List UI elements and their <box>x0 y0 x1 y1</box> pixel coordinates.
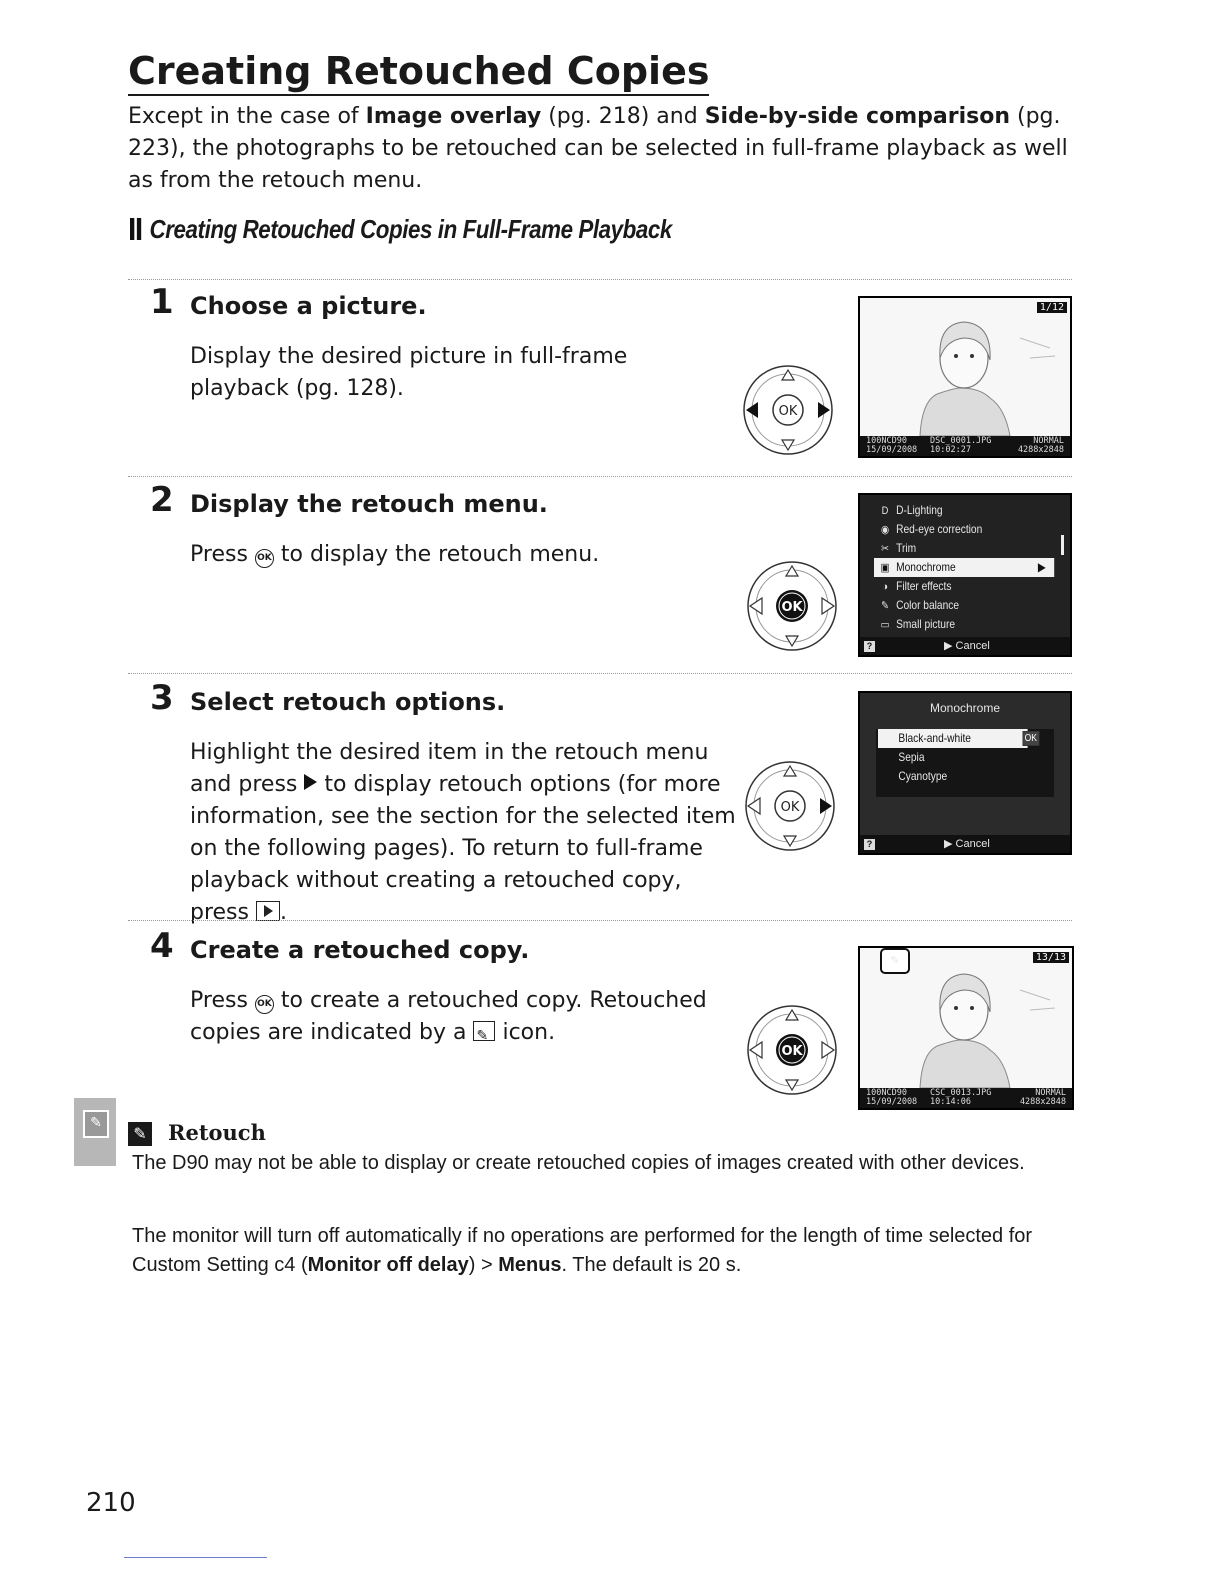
menu-item[interactable]: ◉ Red-eye correction <box>880 522 983 536</box>
pencil-icon: ✎ <box>128 1122 152 1146</box>
step-number: 2 <box>150 480 174 520</box>
frame-counter: 1/12 <box>1037 302 1067 313</box>
menu-item[interactable]: ◑ Filter effects <box>882 579 952 593</box>
scrollbar[interactable] <box>1061 535 1064 555</box>
step-number: 3 <box>150 678 174 718</box>
arrow-right-icon: ▶ <box>1037 560 1046 574</box>
option-black-and-white[interactable]: Black-and-white OK <box>878 729 1028 748</box>
ok-label: OK <box>781 1044 803 1059</box>
photo-thumbnail <box>860 298 1070 456</box>
right-arrow-icon <box>304 774 317 790</box>
cancel-label[interactable]: ▶︎ Cancel <box>944 640 990 652</box>
ok-badge: OK <box>1022 731 1039 746</box>
monochrome-options-screen <box>858 691 1072 855</box>
step-number: 1 <box>150 282 174 322</box>
menu-item[interactable]: ✂ Trim <box>881 541 917 555</box>
multi-selector-icon <box>744 760 836 852</box>
divider <box>128 476 1072 477</box>
retouch-tab-icon: ✎ <box>83 1110 109 1138</box>
intro-paragraph: Except in the case of Image overlay (pg. 218) and Side-by-side comparison (pg. 223), the photographs to be retouched can be selected in full-frame playback as well as from the retouch menu. <box>128 104 1068 193</box>
step-body: Highlight the desired item in the retouch menu and press to display retouch options (for more information, see the section for the selected item on the following pages). To return to full-frame playback without creating a retouched copy, press . <box>190 740 736 925</box>
menu-item-selected[interactable]: ▣ Monochrome ▶ <box>874 558 1054 577</box>
menu-item[interactable]: D D-Lighting <box>881 503 943 517</box>
ok-label: OK <box>778 404 798 419</box>
note-paragraph: The D90 may not be able to display or create retouched copies of images created with other devices. <box>132 1152 1025 1174</box>
page-title: Creating Retouched Copies <box>128 48 709 96</box>
note-paragraph: The monitor will turn off automatically if no operations are performed for the length of time selected for Custom Setting c4 (Monitor off delay) > Menus. The default is 20 s. <box>132 1225 1033 1276</box>
divider <box>128 279 1072 280</box>
playback-button-icon <box>256 901 280 921</box>
multi-selector-icon <box>746 1004 838 1096</box>
ok-button-icon: OK <box>255 549 274 568</box>
step-title: Choose a picture. <box>190 292 427 320</box>
divider <box>128 673 1072 674</box>
ok-button-icon: OK <box>255 995 274 1014</box>
step-title: Select retouch options. <box>190 688 506 716</box>
divider <box>128 920 1072 921</box>
retouch-icon <box>473 1021 495 1041</box>
cancel-bar <box>860 835 1070 853</box>
chapter-tab <box>74 1098 116 1166</box>
retouch-icon: ✎ <box>880 948 910 974</box>
page-number: 210 <box>86 1488 136 1518</box>
ok-label: OK <box>781 600 803 615</box>
retouched-playback-screen <box>858 946 1074 1110</box>
playback-screen <box>858 296 1072 458</box>
option-cyanotype[interactable]: Cyanotype <box>898 769 948 783</box>
note-heading: Retouch <box>168 1120 266 1145</box>
step-body: Display the desired picture in full-frame playback (pg. 128). <box>190 344 628 401</box>
options-list <box>876 729 1054 797</box>
retouch-menu-screen <box>858 493 1072 657</box>
section-marker-icon <box>137 218 141 240</box>
cancel-bar <box>860 637 1070 655</box>
section-subheading: Creating Retouched Copies in Full-Frame Playback <box>130 214 672 245</box>
portrait-photo <box>860 298 1070 436</box>
step-title: Create a retouched copy. <box>190 936 530 964</box>
photo-info-bar: 100NCD90 CSC_0013.JPG NORMAL 15/09/2008 10:14:06 4288x2848 <box>860 1088 1072 1108</box>
step-number: 4 <box>150 926 174 966</box>
options-title: Monochrome <box>929 701 1001 715</box>
photo-info-bar: 100NCD90 DSC_0001.JPG NORMAL 15/09/2008 10:02:27 4288x2848 <box>860 436 1070 456</box>
help-icon: ? <box>864 641 875 652</box>
multi-selector-icon <box>746 560 838 652</box>
help-icon: ? <box>864 839 875 850</box>
cancel-label[interactable]: ▶︎ Cancel <box>944 838 990 850</box>
footer-rule <box>124 1557 267 1558</box>
step-body: Press OK to display the retouch menu. <box>190 542 600 567</box>
ok-label: OK <box>780 800 800 815</box>
section-marker-icon <box>130 218 134 240</box>
menu-item[interactable]: ✎ Color balance <box>881 598 960 612</box>
menu-item[interactable]: ▭ Small picture <box>880 617 956 631</box>
retouch-menu <box>874 501 1058 634</box>
frame-counter: 13/13 <box>1033 952 1069 963</box>
option-sepia[interactable]: Sepia <box>898 750 925 764</box>
multi-selector-icon <box>742 364 834 456</box>
step-title: Display the retouch menu. <box>190 490 548 518</box>
step-body: Press OK to create a retouched copy. Retouched copies are indicated by a ✎ icon. <box>190 985 740 1049</box>
